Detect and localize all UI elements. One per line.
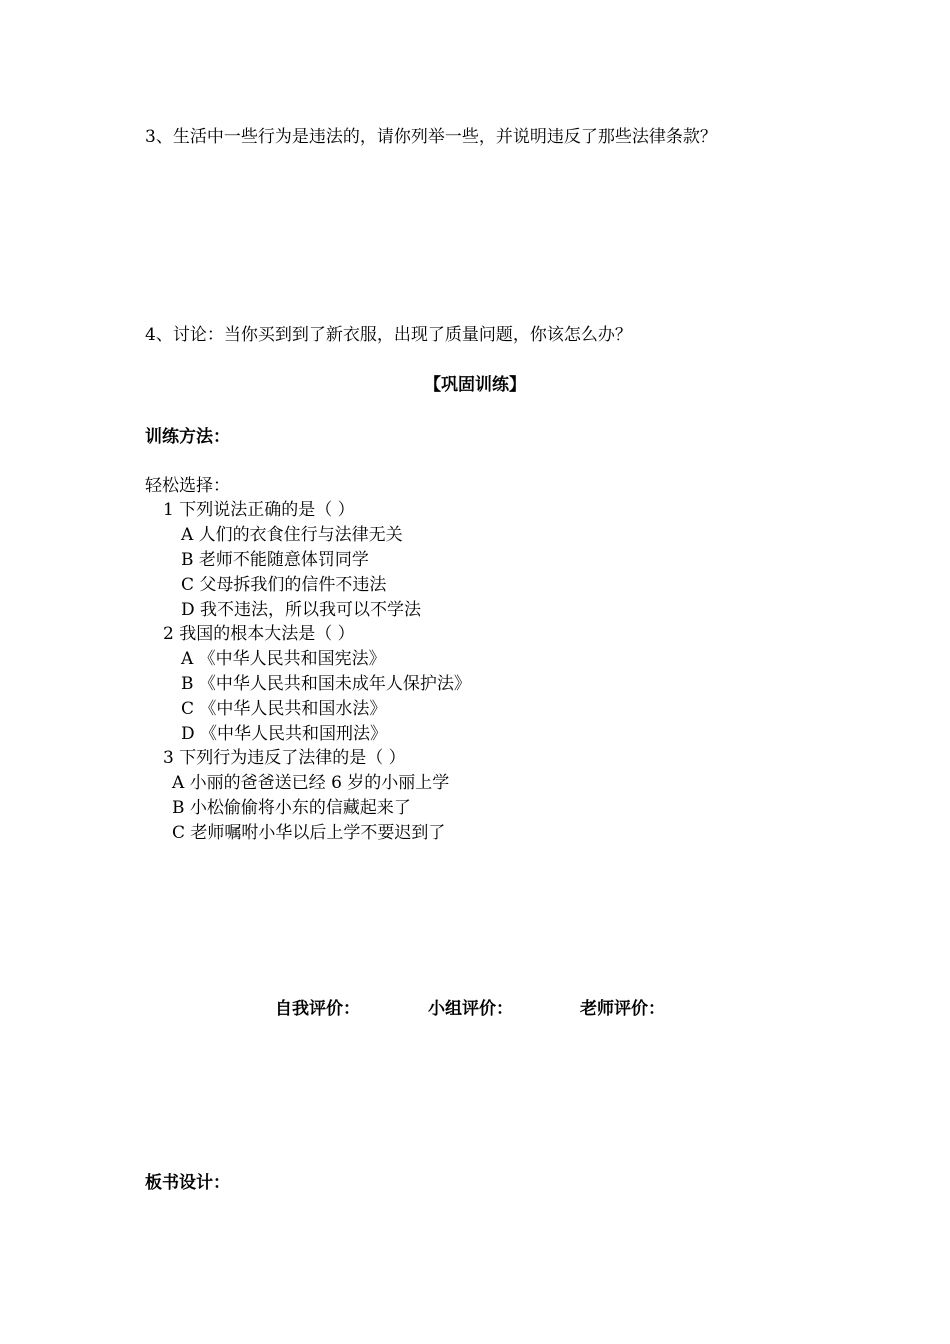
item-2-option-b: B 《中华人民共和国未成年人保护法》	[181, 674, 471, 694]
item-3-option-a: A 小丽的爸爸送已经 6 岁的小丽上学	[172, 773, 450, 793]
self-evaluation-label: 自我评价：	[275, 999, 360, 1019]
training-method-label: 训练方法：	[145, 427, 230, 447]
group-evaluation-label: 小组评价：	[428, 999, 513, 1019]
item-2-option-a: A 《中华人民共和国宪法》	[181, 649, 386, 669]
item-3-stem: 3 下列行为违反了法律的是（ ）	[163, 748, 406, 768]
question-4: 4、讨论：当你买到到了新衣服，出现了质量问题，你该怎么办？	[145, 325, 632, 345]
item-1-stem: 1 下列说法正确的是（ ）	[163, 500, 355, 520]
item-2-option-d: D 《中华人民共和国刑法》	[181, 724, 388, 744]
question-3: 3、生活中一些行为是违法的，请你列举一些，并说明违反了那些法律条款？	[145, 127, 717, 147]
item-3-option-c: C 老师嘱咐小华以后上学不要迟到了	[172, 823, 446, 843]
board-design-label: 板书设计：	[145, 1173, 230, 1193]
item-3-option-b: B 小松偷偷将小东的信藏起来了	[172, 798, 411, 818]
section-title: 【巩固训练】	[424, 375, 526, 395]
item-1-option-c: C 父母拆我们的信件不违法	[181, 575, 387, 595]
item-1-option-d: D 我不违法，所以我可以不学法	[181, 600, 422, 620]
item-2-option-c: C 《中华人民共和国水法》	[181, 699, 387, 719]
item-2-stem: 2 我国的根本大法是（ ）	[163, 624, 355, 644]
teacher-evaluation-label: 老师评价：	[580, 999, 665, 1019]
item-1-option-a: A 人们的衣食住行与法律无关	[181, 525, 403, 545]
easy-choice-label: 轻松选择：	[145, 476, 230, 496]
item-1-option-b: B 老师不能随意体罚同学	[181, 550, 369, 570]
